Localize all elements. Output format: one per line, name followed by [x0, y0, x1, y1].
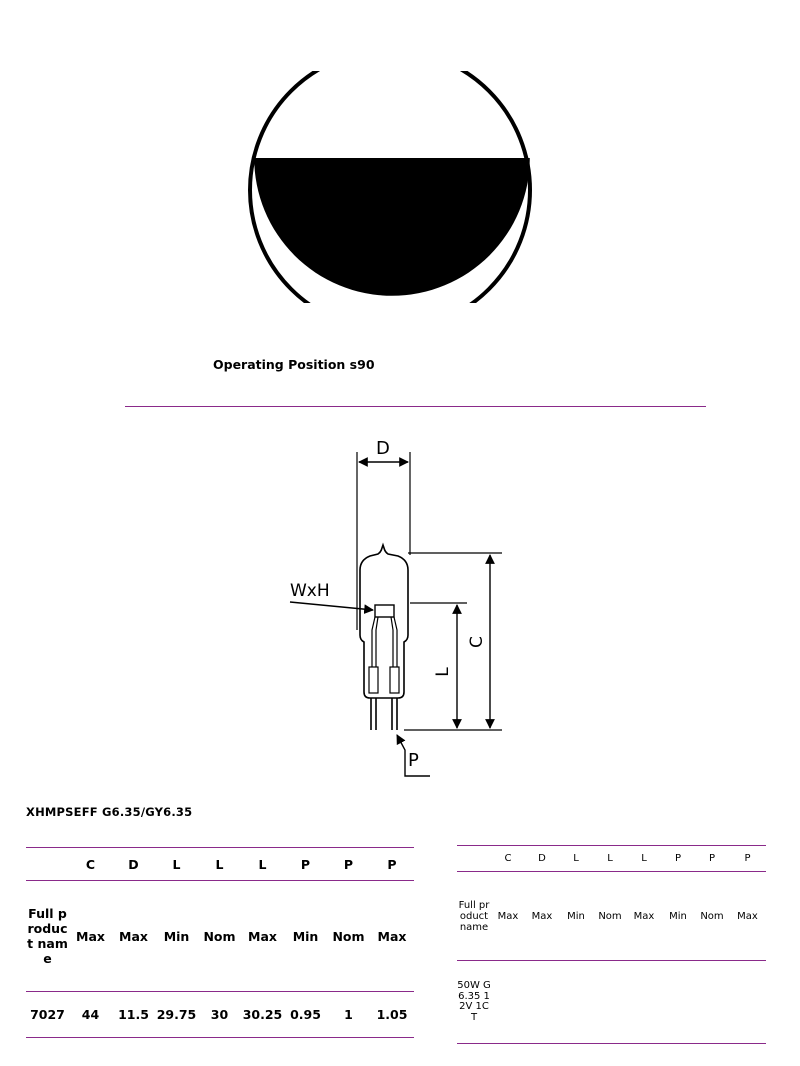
value-cell: 30.25: [242, 1006, 283, 1022]
value-cell: 1.05: [376, 1006, 408, 1022]
header-cell: L: [215, 856, 224, 872]
subheader-cell: Min: [163, 928, 190, 944]
operating-position-caption: Operating Position s90: [213, 357, 375, 372]
header-cell: P: [343, 856, 354, 872]
subheader-cell: Max: [76, 928, 105, 944]
table-row: [26, 992, 414, 1038]
subheader-cell: Max: [737, 910, 758, 922]
subheader-cell: Max: [531, 910, 553, 922]
label-p: P: [408, 750, 419, 771]
table-subheader-row: [26, 881, 414, 992]
header-cell: P: [387, 856, 397, 872]
value-cell: 30: [210, 1006, 229, 1022]
table-header-row: [26, 848, 414, 881]
dimensions-table: [26, 847, 414, 1038]
subheader-cell: Max: [248, 928, 277, 944]
subheader-cell: Nom: [700, 910, 724, 922]
subheader-cell: Full product name: [27, 906, 68, 966]
subheader-cell: Max: [497, 910, 519, 922]
header-cell: L: [172, 856, 181, 872]
value-cell: 0.95: [290, 1006, 321, 1022]
label-wxh: WxH: [290, 581, 330, 601]
header-cell: [457, 846, 491, 872]
subheader-cell: Max: [119, 928, 148, 944]
table-row: [457, 961, 766, 1044]
value-cell: 7027: [30, 1006, 65, 1022]
subheader-cell: Min: [669, 910, 687, 922]
value-cell: [593, 961, 627, 1044]
label-l: L: [433, 667, 453, 677]
value-cell: [729, 961, 766, 1044]
label-c: C: [467, 636, 487, 648]
value-cell: 50W G6.35 12V 1CT: [457, 980, 491, 1023]
header-cell: L: [573, 853, 579, 864]
subheader-cell: Full product name: [458, 899, 490, 933]
label-d: D: [376, 438, 390, 459]
divider-line: [125, 406, 706, 407]
subheader-cell: Max: [377, 928, 407, 944]
value-cell: [491, 961, 525, 1044]
value-cell: [559, 961, 593, 1044]
subheader-cell: Nom: [598, 910, 622, 922]
value-cell: [695, 961, 729, 1044]
filled-lower-half: [254, 158, 530, 296]
header-cell: P: [674, 853, 682, 864]
value-cell: [525, 961, 559, 1044]
header-cell: [26, 848, 69, 881]
header-cell: P: [708, 853, 716, 864]
value-cell: 11.5: [118, 1006, 149, 1022]
header-cell: P: [744, 853, 751, 864]
value-cell: [627, 961, 661, 1044]
header-cell: C: [504, 853, 512, 864]
header-cell: L: [607, 853, 613, 864]
lamp-dimension-drawing: [280, 430, 520, 785]
value-cell: [661, 961, 695, 1044]
header-cell: D: [128, 856, 139, 872]
header-cell: P: [300, 856, 311, 872]
subheader-cell: Nom: [203, 928, 236, 944]
header-cell: D: [538, 853, 546, 864]
header-cell: C: [85, 856, 96, 872]
subheader-cell: Nom: [332, 928, 365, 944]
subheader-cell: Min: [292, 928, 319, 944]
header-cell: L: [258, 856, 267, 872]
table-subheader-row: [457, 872, 766, 961]
subheader-cell: Max: [633, 910, 655, 922]
value-cell: 29.75: [156, 1006, 197, 1022]
operating-position-symbol: [248, 71, 532, 303]
value-cell: 1: [344, 1006, 353, 1022]
table-header-row: [457, 846, 766, 872]
subheader-cell: Min: [567, 910, 585, 922]
product-title: XHMPSEFF G6.35/GY6.35: [26, 805, 193, 819]
value-cell: 44: [81, 1006, 100, 1022]
dimensions-table-secondary: [457, 845, 766, 1044]
header-cell: L: [641, 853, 647, 864]
